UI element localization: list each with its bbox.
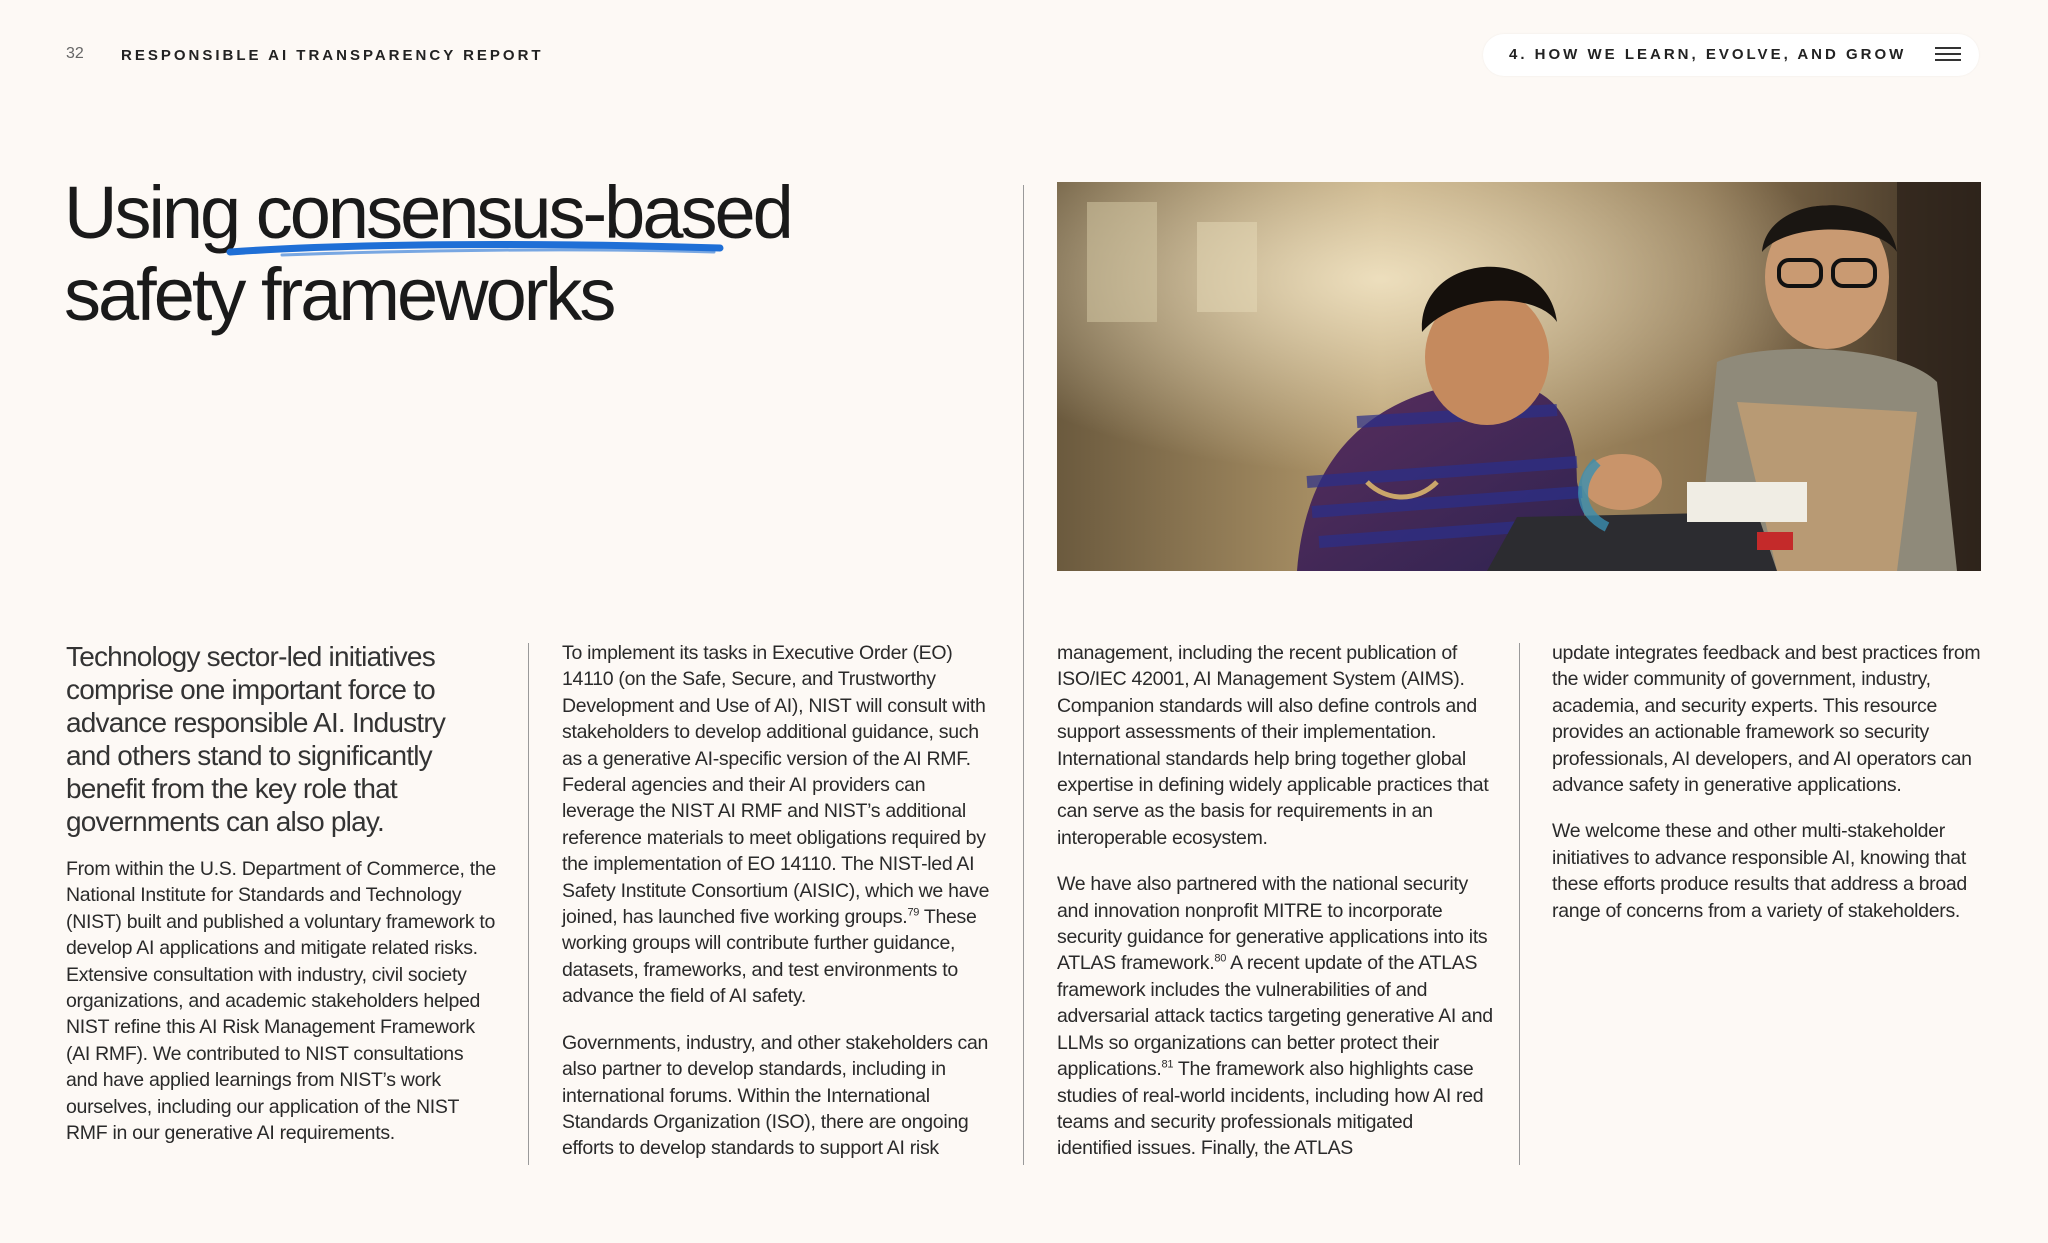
column-divider — [1519, 643, 1520, 1165]
body-text: A recent update of the ATLAS framework includes the vulnerabilities of and adversarial attack tactics targeting generative AI and LLMs so organizations can better protect their applications. — [1057, 952, 1493, 1081]
page-number: 32 — [66, 45, 84, 62]
body-paragraph: Governments, industry, and other stakeholders can also partner to develop standards, including in international forums. Within the International Standards Organization (ISO), there are ongoing efforts to develop standards to support AI risk — [562, 1031, 989, 1160]
body-paragraph: update integrates feedback and best practices from the wider community of government, industry, academia, and security experts. This resource provides an actionable framework so security professionals, AI developers, and AI operators can advance safety in generative applications. — [1552, 642, 1981, 797]
body-paragraph — [1057, 871, 1493, 1161]
lead-paragraph: Technology sector-led initiatives comprise one important force to advance responsible AI. Industry and others stand to significantly benefit from the key role that governments can also play. — [66, 641, 446, 837]
headline-line2: safety frameworks — [64, 253, 614, 336]
body-column-1 — [66, 856, 496, 1166]
body-paragraph — [562, 640, 998, 1010]
report-title: RESPONSIBLE AI TRANSPARENCY REPORT — [121, 47, 544, 64]
body-column-3 — [1057, 640, 1493, 1182]
body-text: To implement its tasks in Executive Order (EO) 14110 (on the Safe, Secure, and Trustworthy Development and Use of AI), NIST will consult with stakeholders to develop additional guidance, such as a generative AI-specific version of the AI RMF. Federal agencies and their AI providers can leverage the NIST AI RMF and NIST’s additional reference materials to meet obligations required by the implementation of EO 14110. The NIST-led AI Safety Institute Consortium (AISIC), which we have joined, has launched five working groups. — [562, 642, 990, 929]
body-text: We have also partnered with the national security and innovation nonprofit MITRE to incorporate security guidance for generative applications into its ATLAS framework. — [1057, 873, 1488, 975]
headline-underline-scribble — [222, 238, 722, 268]
headline-emphasis: consensus-based — [255, 171, 791, 254]
workshop-photo — [1057, 182, 1981, 571]
body-text: These working groups will contribute further guidance, datasets, frameworks, and test environments to advance the field of AI safety. — [562, 906, 977, 1008]
footnote-ref[interactable]: 80 — [1214, 952, 1227, 965]
body-paragraph: We welcome these and other multi-stakeholder initiatives to advance responsible AI, knowing that these efforts produce results that address a broad range of concerns from a variety of stakeholders. — [1552, 820, 1967, 922]
body-text: The framework also highlights case studies of real-world incidents, including how AI red teams and security professionals mitigated identified issues. Finally, the ATLAS — [1057, 1058, 1484, 1160]
footnote-ref[interactable]: 81 — [1161, 1058, 1174, 1071]
body-column-2 — [562, 640, 998, 1182]
column-divider — [528, 643, 529, 1165]
body-column-4 — [1552, 640, 1982, 944]
body-paragraph: management, including the recent publication of ISO/IEC 42001, AI Management System (AIMS). Companion standards will also define controls and support assessments of their implementation. International standards help bring together global expertise in defining widely applicable practices that can serve as the basis for requirements in an interoperable ecosystem. — [1057, 642, 1489, 849]
body-paragraph: From within the U.S. Department of Commerce, the National Institute for Standards and Technology (NIST) built and published a voluntary framework to develop AI applications and mitigate related risks. Extensive consultation with industry, civil society organizations, and academic stakeholders helped NIST refine this AI Risk Management Framework (AI RMF). We contributed to NIST consultations and have applied learnings from NIST’s work ourselves, including our application of the NIST RMF in our generative AI requirements. — [66, 858, 496, 1145]
footnote-ref[interactable]: 79 — [907, 906, 920, 919]
hamburger-menu-icon[interactable] — [1935, 47, 1961, 63]
headline-part1: Using — [64, 171, 256, 254]
section-label[interactable]: 4. HOW WE LEARN, EVOLVE, AND GROW — [1509, 46, 1907, 63]
section-nav-pill[interactable] — [1483, 34, 1979, 76]
column-divider — [1023, 185, 1024, 1165]
